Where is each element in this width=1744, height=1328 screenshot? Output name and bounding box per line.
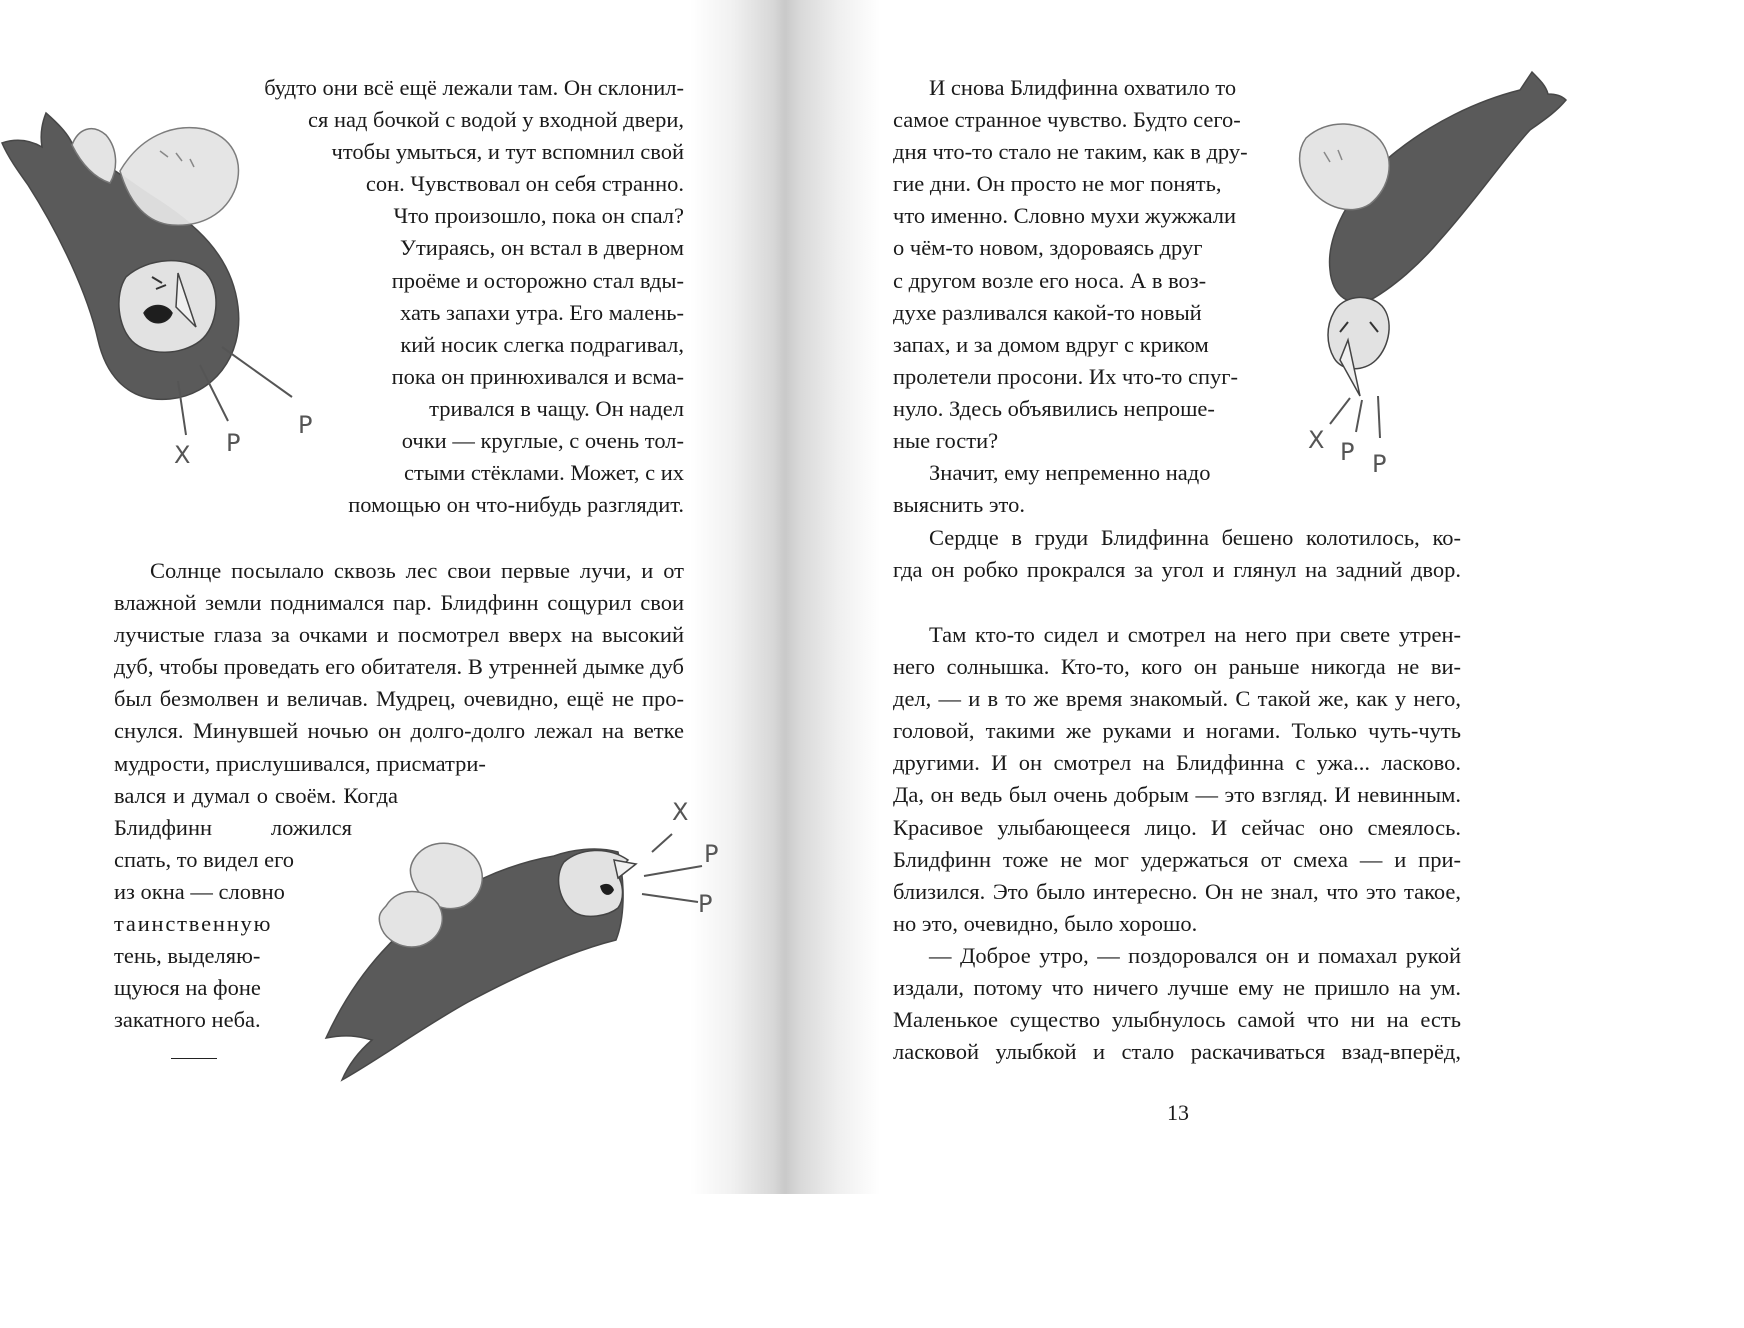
text-line: снулся. Минувшей ночью он долго-долго лежал на ветке	[114, 718, 684, 744]
text-line: И снова Блидфинна охватило то	[929, 75, 1237, 100]
text-line: ласковой улыбкой и стало раскачиваться взад-вперёд,	[893, 1039, 1461, 1065]
text-line: проёме и осторожно стал вды-	[391, 267, 684, 293]
right-page-paragraph-3-tail	[893, 908, 1293, 940]
text-line: влажной земли поднимался пар. Блидфинн сощурил свои	[114, 590, 684, 616]
text-line: Красивое улыбающееся лицо. И сейчас оно смеялось.	[893, 814, 1461, 840]
text-line: ные гости?	[893, 428, 999, 454]
left-page-paragraph-2-tail	[114, 748, 514, 780]
snore-letter: Р	[698, 890, 713, 918]
text-line: гда он робко прокрался за угол и глянул на задний двор.	[893, 557, 1461, 583]
text-line: мудрости, прислушивался, присматри-	[114, 751, 486, 776]
text-line: из окна — словно	[114, 879, 285, 905]
text-line: Блидфинн тоже не мог удержаться от смеха — и при-	[893, 846, 1461, 872]
text-line: Что произошло, пока он спал?	[393, 203, 684, 229]
section-end-dash	[171, 1058, 217, 1059]
right-page-paragraph-4	[893, 940, 1461, 1068]
text-line: стыми стёклами. Может, с их	[404, 460, 684, 486]
text-line: Блидфинн ложился	[114, 815, 352, 840]
text-line: Значит, ему непременно надо	[929, 460, 1211, 486]
text-line: нуло. Здесь объявились непроше-	[893, 395, 1215, 421]
left-page-paragraph-3-narrow	[114, 812, 352, 844]
left-page-paragraph-1	[200, 72, 684, 521]
text-line: чтобы умыться, и тут вспомнил свой	[331, 139, 684, 165]
text-line: о чём-то новом, здороваясь друг	[893, 235, 1203, 261]
left-page-paragraph-3-column	[114, 844, 294, 1037]
text-line: ся над бочкой с водой у входной двери,	[308, 107, 684, 133]
text-line: дня что-то стало не таким, как в дру-	[893, 139, 1248, 165]
snore-letter: Х	[174, 441, 191, 469]
text-line: очки — круглые, с очень тол-	[401, 428, 684, 454]
right-page-paragraph-1	[893, 72, 1293, 521]
snore-letter: Х	[1308, 426, 1325, 454]
text-line: близился. Это было интересно. Он не знал, что это такое,	[893, 878, 1461, 904]
text-line: тень, выделяю-	[114, 943, 261, 969]
right-page-paragraph-2	[893, 522, 1461, 586]
sleeping-creature-illustration-bottom-left	[318, 790, 728, 1090]
text-line: но это, очевидно, было хорошо.	[893, 911, 1198, 936]
text-line: будто они всё ещё лежали там. Он склонил-	[264, 75, 684, 100]
text-line: тривался в чащу. Он надел	[429, 395, 684, 421]
text-line: помощью он что-нибудь разглядит.	[348, 492, 684, 518]
text-line: Солнце посылало сквозь лес свои первые лучи, и от	[150, 558, 684, 583]
text-line: издали, потому что ничего лучше ему не пришло на ум.	[893, 975, 1461, 1001]
page-number: 13	[1167, 1100, 1189, 1125]
text-line: дел, — и в то же время знакомый. С такой же, как у него,	[893, 686, 1461, 712]
snore-letter: Р	[298, 411, 313, 439]
text-line: пролетели просони. Их что-то спуг-	[893, 363, 1238, 389]
text-line: духе разливался какой-то новый	[893, 299, 1202, 325]
text-line: головой, такими же руками и ногами. Только чуть-чуть	[893, 718, 1461, 744]
text-line: выяснить это.	[893, 492, 1025, 518]
text-line: Утираясь, он встал в дверном	[400, 235, 684, 261]
left-page-paragraph-2	[114, 555, 684, 748]
text-line: дуб, чтобы проведать его обитателя. В утренней дымке дуб	[114, 654, 684, 680]
sleeping-creature-illustration-top-right	[1290, 60, 1568, 480]
text-line: пока он принюхивался и всма-	[391, 363, 684, 389]
text-line: гие дни. Он просто не мог понять,	[893, 171, 1222, 197]
text-line: что именно. Словно мухи жужжали	[893, 203, 1237, 229]
text-line: вался и думал о своём. Когда	[114, 783, 398, 808]
text-line: спать, то видел его	[114, 847, 295, 872]
left-page-paragraph-3-wide	[114, 780, 398, 812]
snore-letter: Р	[1372, 450, 1387, 478]
text-line: хать запахи утра. Его малень-	[399, 299, 684, 325]
text-line: Сердце в груди Блидфинна бешено колотилось, ко-	[929, 525, 1461, 550]
snore-letter: Р	[226, 429, 241, 457]
text-line: Там кто-то сидел и смотрел на него при свете утрен-	[929, 622, 1461, 647]
text-line: был безмолвен и величав. Мудрец, очевидно, ещё не про-	[114, 686, 684, 712]
text-line: щуюся на фоне	[114, 975, 261, 1001]
snore-letter: Х	[672, 798, 689, 826]
text-line: лучистые глаза за очками и посмотрел вверх на высокий	[114, 622, 684, 648]
snore-letter: Р	[1340, 438, 1355, 466]
text-line: самое странное чувство. Будто сего-	[893, 107, 1241, 133]
text-line: с другом возле его носа. А в воз-	[893, 267, 1207, 293]
text-line: Да, он ведь был очень добрым — это взгляд. И невинным.	[893, 782, 1461, 808]
text-line: таинственную	[114, 911, 273, 937]
right-page-paragraph-3	[893, 619, 1461, 908]
text-line: — Доброе утро, — поздоровался он и помахал рукой	[929, 943, 1461, 968]
text-line: Маленькое существо улыбнулось самой что ни на есть	[893, 1007, 1461, 1033]
text-line: другими. И он смотрел на Блидфинна с ужа... ласково.	[893, 750, 1461, 776]
text-line: него солнышка. Кто-то, кого он раньше никогда не ви-	[893, 654, 1461, 680]
text-line: сон. Чувствовал он себя странно.	[365, 171, 684, 197]
text-line: кий носик слегка подрагивал,	[400, 331, 684, 357]
text-line: запах, и за домом вдруг с криком	[893, 331, 1209, 357]
snore-letter: Р	[704, 840, 719, 868]
text-line: закатного неба.	[114, 1007, 261, 1033]
